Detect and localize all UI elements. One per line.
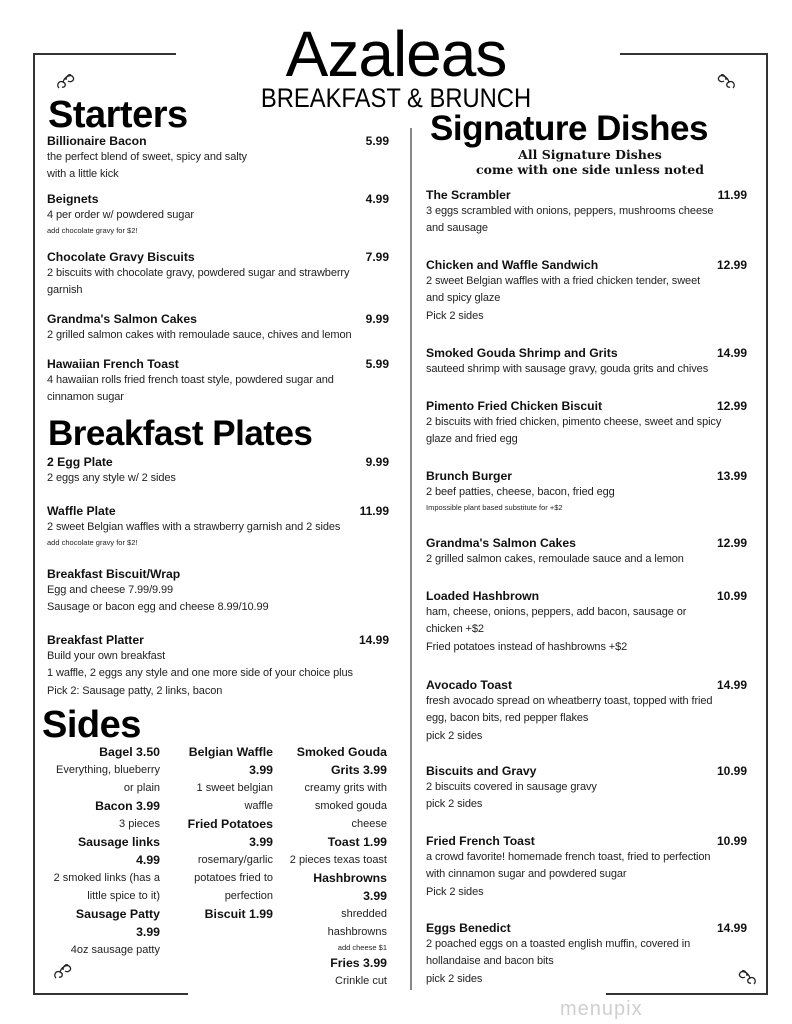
item-description: with cinnamon sugar and powdered sugar [426,868,627,881]
item-description: 2 grilled salmon cakes, remoulade sauce and a lemon [426,553,684,565]
item-description: 2 biscuits covered in sausage gravy [426,781,597,793]
item-price: 5.99 [365,134,389,148]
item-description: 2 grilled salmon cakes with remoulade sauce, chives and lemon [47,329,352,341]
side-description: 3 pieces [119,818,160,830]
item-description: Pick 2: Sausage patty, 2 links, bacon [47,684,223,697]
side-description: shredded [341,908,387,920]
item-name: Biscuits and Gravy [426,764,537,778]
item-description: sauteed shrimp with sausage gravy, gouda grits and chives [426,363,709,375]
frame-top-right [620,53,768,55]
frame-right [766,53,768,994]
side-description: creamy grits with [304,782,387,794]
column-divider [410,128,412,990]
side-name: Fried Potatoes [187,817,273,831]
frame-bottom-right [606,993,768,995]
item-name: Waffle Plate [47,504,116,518]
item-description: hollandaise and bacon bits [426,955,554,968]
menu-item [47,356,389,407]
item-description: 2 sweet Belgian waffles with a strawberry garnish and 2 sides [47,521,341,533]
sides-column [188,743,273,923]
menu-item [47,191,389,237]
signature-subtitle-line: All Signature Dishes [518,147,662,162]
side-description: little spice to it) [87,890,160,902]
item-price: 14.99 [716,921,747,935]
item-price: 13.99 [716,469,747,483]
side-description: cheese [351,818,387,830]
item-price: 11.99 [359,504,389,518]
breakfast-plates-heading: Breakfast Plates [48,414,313,453]
item-name: Fried French Toast [426,834,535,848]
item-description: pick 2 sides [426,729,483,742]
side-description: Crinkle cut [335,975,387,987]
side-name: Belgian Waffle [188,745,273,759]
item-description: the perfect blend of sweet, spicy and salty [47,151,247,163]
menu-item [47,454,389,487]
signature-dishes-heading: Signature Dishes [430,109,708,148]
item-note: add chocolate gravy for $2! [47,226,138,236]
flourish-ornament-icon [715,70,737,92]
side-description: potatoes fried to [194,872,273,884]
menu-item [426,257,747,325]
menu-item [426,187,747,238]
item-price: 12.99 [716,399,747,413]
item-description: ham, cheese, onions, peppers, add bacon, sausage or [426,606,687,618]
item-price: 14.99 [716,678,747,692]
side-name: Bacon 3.99 [95,799,160,813]
side-description: add cheese $1 [337,943,387,952]
side-description: 4oz sausage patty [70,944,160,956]
signature-subtitle-line: come with one side unless noted [476,162,704,177]
item-name: Breakfast Platter [47,633,144,647]
side-description: waffle [244,800,273,812]
side-name: Toast 1.99 [327,835,387,849]
item-description: garnish [47,284,83,297]
item-name: Eggs Benedict [426,921,511,935]
item-price: 10.99 [716,764,747,778]
starters-heading: Starters [48,94,188,136]
item-description: Egg and cheese 7.99/9.99 [47,584,174,596]
item-name: Pimento Fried Chicken Biscuit [426,399,603,413]
item-note: add chocolate gravy for $2! [47,538,138,548]
item-description: 2 poached eggs on a toasted english muffin, covered in [426,938,691,950]
menu-item [426,588,747,656]
item-note: Impossible plant based substitute for +$2 [426,503,563,513]
item-price: 4.99 [365,192,389,206]
side-name: 4.99 [136,853,160,867]
item-price: 12.99 [716,258,747,272]
item-description: 4 hawaiian rolls fried french toast style, powdered sugar and [47,374,334,386]
item-name: Brunch Burger [426,469,512,483]
menu-item [47,133,389,184]
item-description: fresh avocado spread on wheatberry toast, topped with fried [426,695,713,707]
menu-item [426,398,747,449]
side-name: Grits 3.99 [330,763,387,777]
item-description: and sausage [426,222,488,235]
item-description: cinnamon sugar [47,391,124,404]
item-price: 9.99 [365,455,389,469]
frame-top-left [33,53,176,55]
item-description: 2 beef patties, cheese, bacon, fried egg [426,486,615,498]
item-price: 14.99 [716,346,747,360]
sides-column [54,743,160,959]
item-name: Smoked Gouda Shrimp and Grits [426,346,618,360]
item-description: 4 per order w/ powdered sugar [47,209,194,221]
side-description: hashbrowns [327,926,387,938]
side-name: Sausage Patty [75,907,160,921]
item-description: Pick 2 sides [426,309,484,322]
sides-column [290,743,387,990]
item-price: 10.99 [716,834,747,848]
item-name: Grandma's Salmon Cakes [47,312,197,326]
item-name: Breakfast Biscuit/Wrap [47,567,181,581]
item-description: and spicy glaze [426,292,501,305]
item-description: pick 2 sides [426,798,483,811]
item-name: Hawaiian French Toast [47,357,179,371]
menu-item [47,249,389,300]
side-description: 2 smoked links (has a [53,872,160,884]
item-description: pick 2 sides [426,972,483,985]
item-description: 2 sweet Belgian waffles with a fried chicken tender, sweet [426,275,701,287]
side-description: Everything, blueberry [56,764,160,776]
item-description: a crowd favorite! homemade french toast, fried to perfection [426,851,711,863]
item-name: Grandma's Salmon Cakes [426,536,576,550]
side-description: smoked gouda [314,800,387,812]
side-name: Hashbrowns [313,871,387,885]
item-price: 11.99 [717,188,747,202]
item-name: Chocolate Gravy Biscuits [47,250,195,264]
item-name: Loaded Hashbrown [426,589,540,603]
item-description: egg, bacon bits, red pepper flakes [426,712,589,725]
item-description: 3 eggs scrambled with onions, peppers, mushrooms cheese [426,205,714,217]
frame-bottom-left [33,993,188,995]
side-name: Bagel 3.50 [99,745,160,759]
menu-item [426,833,747,901]
side-description: perfection [224,890,273,902]
restaurant-subtitle: BREAKFAST & BRUNCH [260,83,532,113]
side-description: or plain [123,782,160,794]
item-description: 2 biscuits with chocolate gravy, powdered sugar and strawberry [47,267,350,279]
frame-left [33,53,35,994]
item-name: Chicken and Waffle Sandwich [426,258,599,272]
side-name: 3.99 [363,889,387,903]
menu-item [47,311,389,344]
item-description: Build your own breakfast [47,650,166,662]
menu-item [426,345,747,378]
item-description: Pick 2 sides [426,885,484,898]
flourish-ornament-icon [52,960,74,982]
menu-item [426,677,747,745]
menu-item [426,920,747,988]
side-name: Smoked Gouda [296,745,387,759]
side-name: 3.99 [136,925,160,939]
menu-item [426,468,747,514]
item-name: The Scrambler [426,188,511,202]
menu-item [47,503,389,549]
item-price: 5.99 [365,357,389,371]
side-description: rosemary/garlic [197,854,273,866]
item-description: 1 waffle, 2 eggs any style and one more side of your choice plus [47,667,353,680]
watermark: menupix [560,998,643,1020]
restaurant-name: Azaleas [285,18,507,90]
item-description: 2 eggs any style w/ 2 sides [47,472,176,484]
side-description: 1 sweet belgian [196,782,273,794]
menu-item [426,763,747,814]
side-name: Biscuit 1.99 [204,907,273,921]
item-description: 2 biscuits with fried chicken, pimento cheese, sweet and spicy [426,416,722,428]
item-description: Sausage or bacon egg and cheese 8.99/10.99 [47,601,269,614]
item-description: with a little kick [47,168,119,181]
menu-item [47,632,389,700]
sides-heading: Sides [42,704,141,746]
item-description: chicken +$2 [426,623,484,636]
side-description: 2 pieces texas toast [289,854,387,866]
item-price: 7.99 [365,250,389,264]
item-name: 2 Egg Plate [47,455,113,469]
item-name: Avocado Toast [426,678,513,692]
item-price: 12.99 [716,536,747,550]
menu-item [426,535,747,568]
item-description: Fried potatoes instead of hashbrowns +$2 [426,640,628,653]
item-name: Billionaire Bacon [47,134,147,148]
item-description: glaze and fried egg [426,433,518,446]
item-price: 10.99 [716,589,747,603]
side-name: 3.99 [249,763,273,777]
item-name: Beignets [47,192,99,206]
side-name: Fries 3.99 [330,956,387,970]
side-name: 3.99 [249,835,273,849]
item-price: 14.99 [358,633,389,647]
menu-item [47,566,389,617]
side-name: Sausage links [77,835,160,849]
item-price: 9.99 [365,312,389,326]
flourish-ornament-icon [55,70,77,92]
